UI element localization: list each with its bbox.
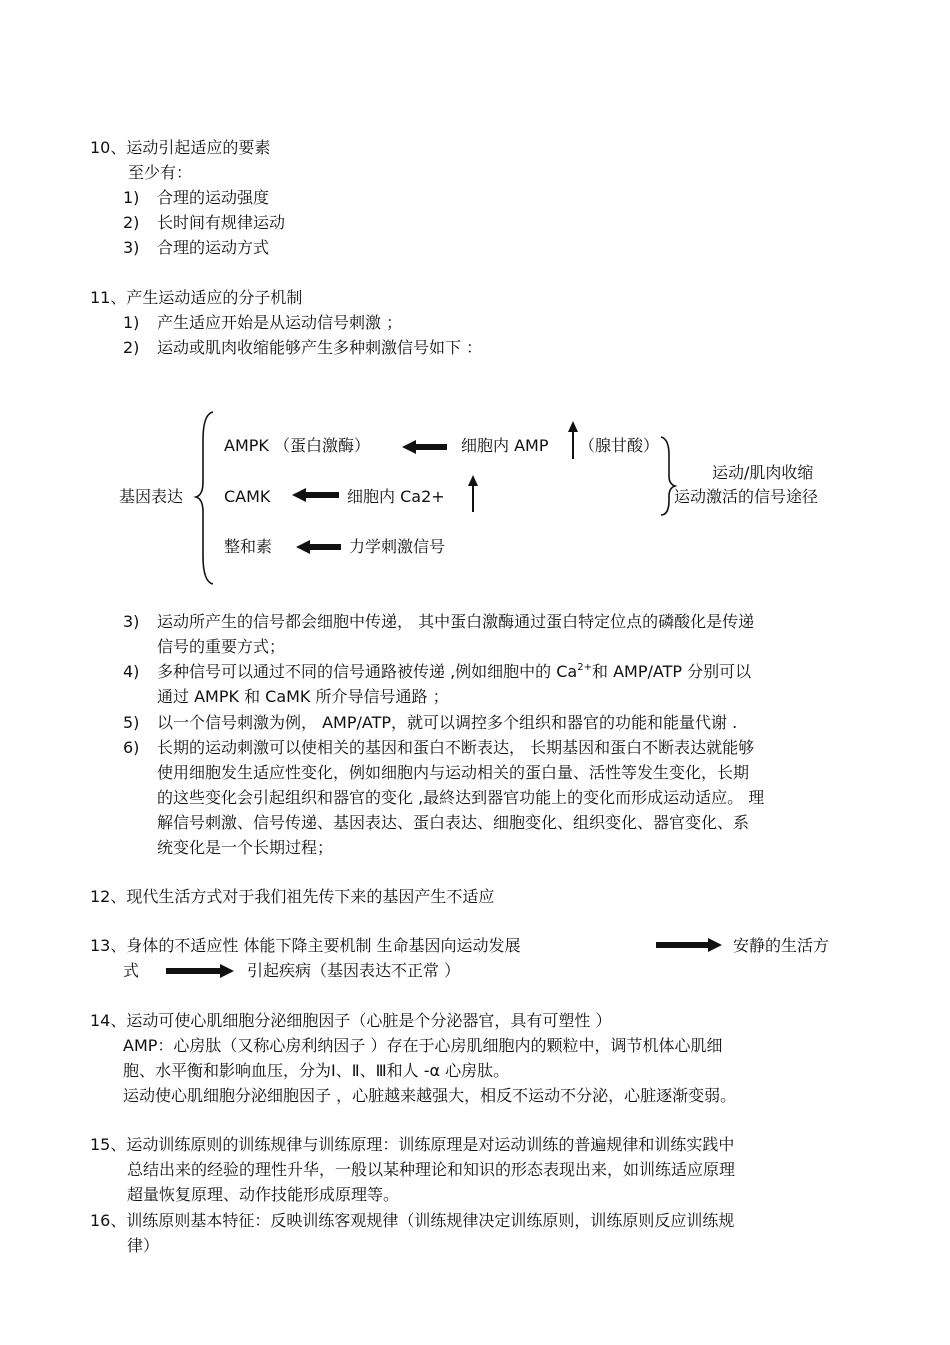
- list-number: 3): [123, 612, 140, 631]
- arrow-right-icon: [656, 938, 722, 952]
- list-number: 4): [123, 662, 140, 681]
- list-item: 合理的运动方式: [157, 238, 270, 257]
- section-10-heading: 10、运动引起适应的要素: [90, 138, 271, 157]
- arrow-left-icon: [296, 540, 341, 554]
- list-number: 6): [123, 738, 140, 757]
- diagram-row1-left: AMPK （蛋白激酶）: [224, 436, 370, 455]
- paragraph-line: 胞、水平衡和影响血压，分为Ⅰ、Ⅱ、Ⅲ和人 -α 心房肽。: [123, 1061, 510, 1080]
- left-brace: [196, 412, 213, 584]
- list-item: 产生适应开始是从运动信号刺激 ；: [157, 313, 403, 332]
- text-run: 和 AMP/ATP 分别可以: [592, 662, 752, 681]
- list-number: 1): [123, 188, 140, 207]
- diagram-left-label: 基因表达: [119, 487, 184, 506]
- paragraph-line: 统变化是一个长期过程；: [157, 838, 334, 857]
- diagram-row2-left: CAMK: [224, 487, 271, 506]
- paragraph-line: 以一个信号刺激为例， AMP/ATP，就可以调控多个组织和器官的功能和能量代谢 .: [157, 713, 738, 732]
- diagram-right-line2: 运动激活的信号途径: [674, 487, 819, 506]
- paragraph-line: [157, 661, 751, 683]
- diagram-row3-left: 整和素: [224, 537, 273, 556]
- diagram-row1-right: （腺甘酸）: [579, 436, 660, 455]
- section-15-heading: 15、运动训练原则的训练规律与训练原理：训练原理是对运动训练的普遍规律和训练实践中: [90, 1135, 735, 1154]
- list-number: 5): [123, 713, 140, 732]
- arrow-up-icon: [468, 475, 478, 512]
- arrow-right-icon: [166, 964, 234, 978]
- list-number: 3): [123, 238, 140, 257]
- paragraph-line: 使用细胞发生适应性变化，例如细胞内与运动相关的蛋白量、活性等发生变化，长期: [157, 763, 750, 782]
- section-13-line1: 13、身体的不适应性 体能下降主要机制 生命基因向运动发展: [90, 936, 521, 955]
- list-item: 运动或肌肉收缩能够产生多种刺激信号如下 ：: [157, 338, 483, 357]
- section-11-heading: 11、产生运动适应的分子机制: [90, 288, 303, 307]
- list-item: 合理的运动强度: [157, 188, 270, 207]
- text-run: 多种信号可以通过不同的信号通路被传递 ,例如细胞中的 Ca: [157, 662, 578, 681]
- section-12-heading: 12、现代生活方式对于我们祖先传下来的基因产生不适应: [90, 887, 495, 906]
- list-number: 2): [123, 213, 140, 232]
- section-14-heading: 14、运动可使心肌细胞分泌细胞因子（心脏是个分泌器官，具有可塑性 ）: [90, 1011, 612, 1030]
- diagram-right-line1: 运动/肌肉收缩: [712, 463, 814, 482]
- paragraph-line: 解信号刺激、信号传递、基因表达、蛋白表达、细胞变化、组织变化、器官变化、系: [157, 813, 750, 832]
- arrow-left-icon: [402, 440, 447, 454]
- list-item: 长时间有规律运动: [157, 213, 286, 232]
- section-13-line2-start: 式: [123, 961, 140, 980]
- paragraph-line: AMP：心房肽（又称心房利纳因子 ）存在于心房肌细胞内的颗粒中，调节机体心肌细: [123, 1036, 723, 1055]
- diagram-row1-mid: 细胞内 AMP: [461, 436, 549, 455]
- paragraph-line: 运动所产生的信号都会细胞中传递， 其中蛋白激酶通过蛋白特定位点的磷酸化是传递: [157, 612, 755, 631]
- arrow-up-icon: [568, 421, 578, 459]
- paragraph-line: 律）: [127, 1236, 160, 1255]
- list-number: 2): [123, 338, 140, 357]
- superscript: 2+: [577, 662, 592, 673]
- paragraph-line: 通过 AMPK 和 CaMK 所介导信号通路 ；: [157, 687, 449, 706]
- section-16-heading: 16、训练原则基本特征：反映训练客观规律（训练规律决定训练原则，训练原则反应训练规: [90, 1211, 735, 1230]
- paragraph-line: 的这些变化会引起组织和器官的变化 ,最終达到器官功能上的变化而形成运动适应。 理: [157, 788, 765, 807]
- section-10-intro: 至少有：: [128, 163, 193, 182]
- section-13-line1-end: 安静的生活方: [733, 936, 830, 955]
- arrow-left-icon: [292, 488, 339, 502]
- paragraph-line: 超量恢复原理、动作技能形成原理等。: [127, 1185, 400, 1204]
- right-brace: [661, 437, 675, 515]
- paragraph-line: 总结出来的经验的理性升华，一般以某种理论和知识的形态表现出来，如训练适应原理: [127, 1160, 736, 1179]
- paragraph-line: 信号的重要方式；: [157, 637, 286, 656]
- paragraph-line: 运动使心肌细胞分泌细胞因子 ，心脏越来越强大，相反不运动不分泌，心脏逐渐变弱。: [123, 1086, 737, 1105]
- section-13-line2-end: 引起疾病（基因表达不正常 ）: [247, 961, 461, 980]
- list-number: 1): [123, 313, 140, 332]
- diagram-row3-mid: 力学刺激信号: [349, 537, 446, 556]
- paragraph-line: 长期的运动刺激可以使相关的基因和蛋白不断表达， 长期基因和蛋白不断表达就能够: [157, 738, 755, 757]
- diagram-row2-mid: 细胞内 Ca2+: [347, 487, 445, 506]
